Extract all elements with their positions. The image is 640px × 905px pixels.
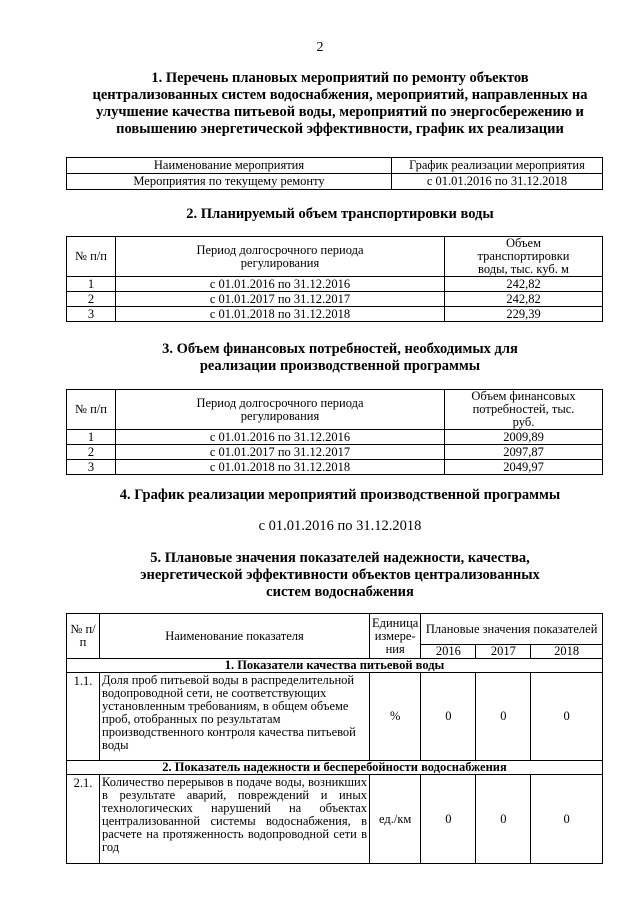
row-name: Количество перерывов в подаче воды, возникших в результате аварий, повреждений и иных технологических нарушений на объектах централизованной системы водоснабжения, в расчете на протяженность водопроводной сети в год xyxy=(100,775,370,864)
table-cell: 2097,87 xyxy=(445,445,603,460)
row-value: 0 xyxy=(531,673,603,761)
section1-title-line: централизованных систем водоснабжения, мероприятий, направленных на xyxy=(92,87,588,103)
group-header-row xyxy=(67,659,603,673)
row-name: Доля проб питьевой воды в распределительной водопроводной сети, не соответствующих установленным требованиям, в общем объеме проб, отобранных по результатам производственного контроля качества питьевой воды xyxy=(100,673,370,761)
header-cell-year: 2017 xyxy=(476,645,531,659)
header-cell: График реализации мероприятия xyxy=(392,158,603,174)
table-cell: с 01.01.2018 по 31.12.2018 xyxy=(116,460,445,475)
row-value: 0 xyxy=(476,775,531,864)
header-cell-num: № п/п xyxy=(67,614,100,659)
row-value: 0 xyxy=(421,775,476,864)
table-cell: 229,39 xyxy=(445,307,603,322)
section1-title-line: 1. Перечень плановых мероприятий по ремонту объектов xyxy=(151,70,529,86)
table-row xyxy=(67,292,603,307)
table-header-row xyxy=(67,158,603,174)
section5-table xyxy=(66,613,603,864)
section2-table xyxy=(66,236,603,322)
header-cell: Период долгосрочного периода регулирования xyxy=(116,237,445,277)
section5-title-line: 5. Плановые значения показателей надежности, качества, xyxy=(150,550,530,566)
section4-title: 4. График реализации мероприятий производственной программы xyxy=(119,487,561,503)
group-title: 2. Показатель надежности и бесперебойности водоснабжения xyxy=(67,761,603,775)
header-cell-name: Наименование показателя xyxy=(100,614,370,659)
table-cell: 242,82 xyxy=(445,292,603,307)
table-cell: с 01.01.2016 по 31.12.2016 xyxy=(116,277,445,292)
header-cell-year: 2018 xyxy=(531,645,603,659)
section5-title xyxy=(40,550,640,601)
table-cell: 2 xyxy=(67,292,116,307)
row-num: 1.1. xyxy=(67,673,100,761)
table-cell: Мероприятия по текущему ремонту xyxy=(67,174,392,190)
table-cell: 3 xyxy=(67,307,116,322)
table-header-row xyxy=(67,237,603,277)
table-row xyxy=(67,775,603,864)
table-cell: с 01.01.2017 по 31.12.2017 xyxy=(116,292,445,307)
table-row xyxy=(67,430,603,445)
header-cell: № п/п xyxy=(67,237,116,277)
table-row xyxy=(67,174,603,190)
table-header-row xyxy=(67,614,603,645)
table-row xyxy=(67,277,603,292)
section5-title-line: энергетической эффективности объектов централизованных xyxy=(140,567,540,583)
table-header-row xyxy=(67,390,603,430)
table-cell: 2009,89 xyxy=(445,430,603,445)
section3-title-line: 3. Объем финансовых потребностей, необходимых для xyxy=(162,341,518,357)
header-cell-year: 2016 xyxy=(421,645,476,659)
page-number: 2 xyxy=(316,40,324,55)
table-cell: с 01.01.2018 по 31.12.2018 xyxy=(116,307,445,322)
section5-title-line: систем водоснабжения xyxy=(266,584,414,600)
table-cell: 3 xyxy=(67,460,116,475)
row-unit: % xyxy=(370,673,421,761)
header-cell-planned: Плановые значения показателей xyxy=(421,614,603,645)
table-cell: с 01.01.2017 по 31.12.2017 xyxy=(116,445,445,460)
table-row xyxy=(67,460,603,475)
row-value: 0 xyxy=(421,673,476,761)
section3-title-line: реализации производственной программы xyxy=(199,358,481,374)
section1-table xyxy=(66,157,603,190)
table-row xyxy=(67,673,603,761)
row-value: 0 xyxy=(476,673,531,761)
group-header-row xyxy=(67,761,603,775)
header-cell-unit: Единица измере-ния xyxy=(370,614,421,659)
section4-period: с 01.01.2016 по 31.12.2018 xyxy=(258,518,422,534)
table-cell: 2049,97 xyxy=(445,460,603,475)
row-unit: ед./км xyxy=(370,775,421,864)
table-cell: 2 xyxy=(67,445,116,460)
section3-table xyxy=(66,389,603,475)
row-value: 0 xyxy=(531,775,603,864)
table-cell: 242,82 xyxy=(445,277,603,292)
section1-title-line: повышению энергетической эффективности, график их реализации xyxy=(116,121,564,137)
header-cell: Наименование мероприятия xyxy=(67,158,392,174)
table-cell: с 01.01.2016 по 31.12.2018 xyxy=(392,174,603,190)
header-cell: Объем финансовых потребностей, тыс. руб. xyxy=(445,390,603,430)
table-cell: 1 xyxy=(67,277,116,292)
row-num: 2.1. xyxy=(67,775,100,864)
section1-title-line: улучшение качества питьевой воды, мероприятий по энергосбережению и xyxy=(96,104,584,120)
table-cell: 1 xyxy=(67,430,116,445)
header-cell: № п/п xyxy=(67,390,116,430)
group-title: 1. Показатели качества питьевой воды xyxy=(67,659,603,673)
table-row xyxy=(67,445,603,460)
section1-title xyxy=(40,70,640,138)
table-row xyxy=(67,307,603,322)
header-cell: Объем транспортировки воды, тыс. куб. м xyxy=(445,237,603,277)
section2-title: 2. Планируемый объем транспортировки воды xyxy=(186,206,494,222)
header-cell: Период долгосрочного периода регулирования xyxy=(116,390,445,430)
table-cell: с 01.01.2016 по 31.12.2016 xyxy=(116,430,445,445)
section3-title xyxy=(40,341,640,375)
